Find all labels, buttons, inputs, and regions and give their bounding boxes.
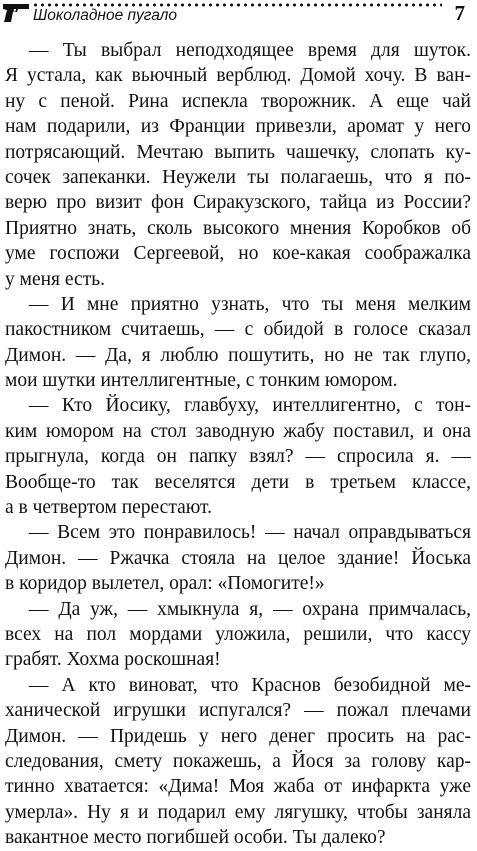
text-line: следования, смету покажешь, а Йося за голову кар- (5, 750, 471, 772)
text-line: ханической игрушки испугался? — пожал плечами (5, 700, 471, 722)
text-line: ну с пеной. Рина испекла творожник. А еще чай (5, 90, 471, 112)
text-line: — И мне приятно узнать, что ты меня мелким (29, 293, 471, 315)
text-line: верю про визит фон Сиракузского, тайца из России? (5, 192, 471, 214)
text-line: прыгнула, когда он папку взял? — спросила я. — (5, 446, 471, 468)
text-line: — Ты выбрал неподходящее время для шуток. (29, 40, 471, 61)
text-line: а в четвертом перестают. (5, 497, 212, 519)
text-line: потрясающий. Мечтаю выпить чашечку, слопать ку- (5, 141, 471, 163)
text-line: — Да уж, — хмыкнула я, — охрана примчалась, (29, 598, 471, 620)
text-line: Димон. — Да, я люблю пошутить, но не так глупо, (5, 344, 471, 366)
text-line: Димон. — Придешь у него денег просить на рас- (5, 725, 471, 747)
text-line: Димон. — Ржачка стояла на целое здание! Йоська (5, 547, 471, 569)
text-line: умерла». Ну я и подарил ему лягушку, чтобы заняла (5, 801, 471, 823)
text-line: ким юмором на стол заводную жабу поставил, и она (5, 420, 471, 442)
text-line: вакантное место погибшей особи. Ты далеко? (5, 827, 386, 849)
text-line: пакостником считаешь, — с обидой в голосе сказал (5, 319, 471, 341)
text-line: — А кто виноват, что Краснов безобидной ме- (29, 674, 471, 696)
page-header (0, 0, 477, 26)
text-line: нам подарили, из Франции привезли, аромат у него (5, 116, 471, 138)
text-line: у меня есть. (5, 268, 105, 290)
text-line: — Кто Йосику, главбуху, интеллигентно, с тон- (29, 395, 471, 417)
pistol-icon (2, 1, 30, 23)
text-line: Вообще-то так веселятся дети в третьем классе, (5, 471, 471, 493)
page-number: 7 (454, 1, 465, 25)
running-title: Шоколадное пугало (33, 7, 178, 24)
text-line: тинно хватается: «Дима! Моя жаба от инфаркта уже (5, 776, 471, 798)
text-line: всех на пол мордами уложила, решили, что кассу (5, 623, 471, 645)
text-line: уме госпожи Сергеевой, но кое-какая соображалка (5, 243, 471, 265)
body-text (5, 38, 471, 851)
text-line: в коридор вылетел, орал: «Помогите!» (5, 573, 325, 595)
text-line: сочек запеканки. Неужели ты полагаешь, что я по- (5, 166, 471, 188)
text-line: Я устала, как вьючный верблюд. Домой хочу. В ван- (5, 65, 471, 87)
text-line: Приятно знать, сколь высокого мнения Коробков об (5, 217, 471, 239)
text-line: — Всем это понравилось! — начал оправдываться (29, 522, 471, 544)
text-line: мои шутки интеллигентные, с тонким юмором. (5, 370, 398, 392)
text-line: грабят. Хохма роскошная! (5, 649, 221, 671)
